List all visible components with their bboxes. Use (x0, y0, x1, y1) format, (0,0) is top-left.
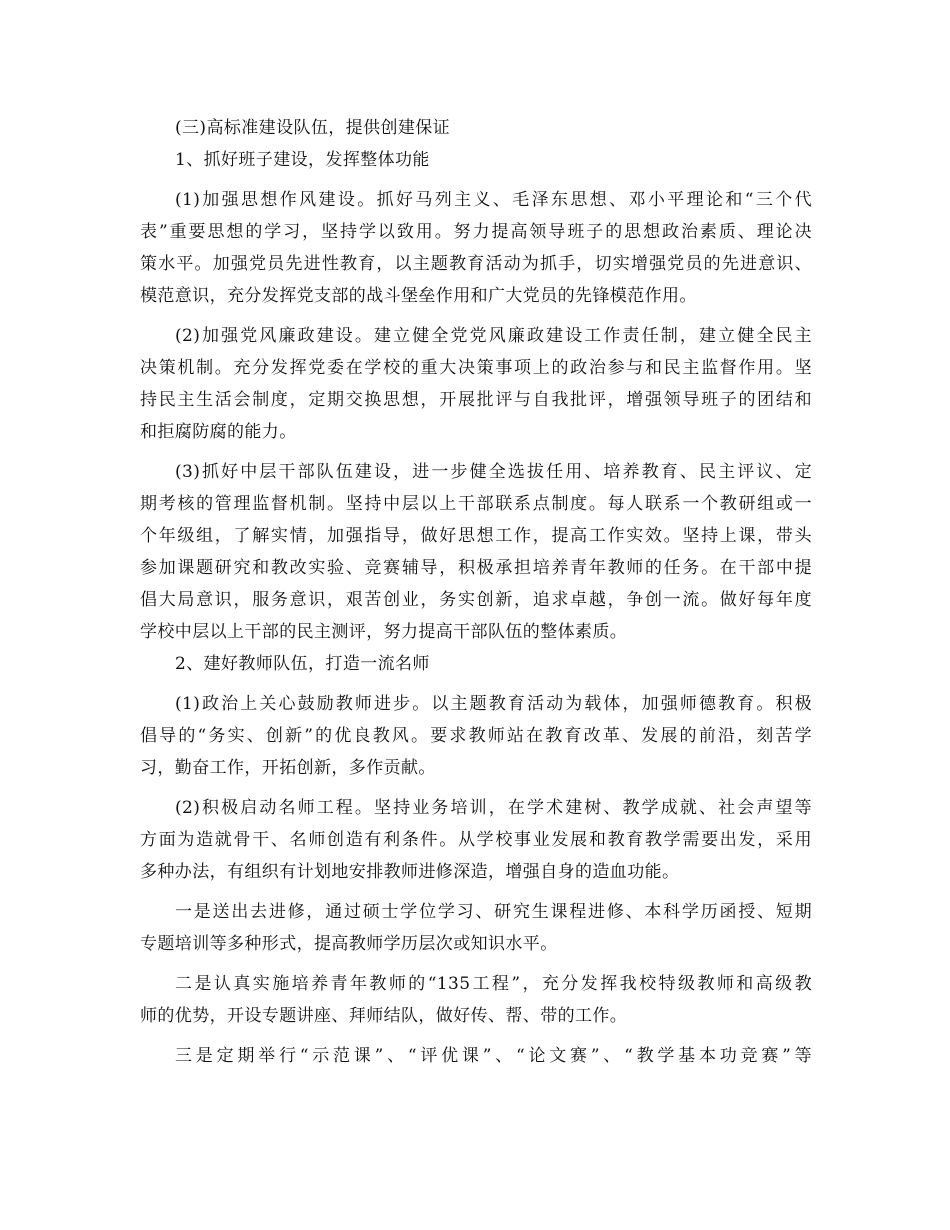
paragraph-line: 倡大局意识，服务意识，艰苦创业，务实创新，追求卓越，争创一流。做好每年度 (140, 590, 812, 610)
paragraph-line: 专题培训等多种形式，提高教师学历层次或知识水平。 (140, 934, 558, 954)
section-heading: (三)高标准建设队伍，提供创建保证 (175, 118, 451, 138)
paragraph-line: 个年级组，了解实情，加强指导，做好思想工作，提高工作实效。坚持上课，带头 (140, 526, 812, 546)
paragraph-line: (1)政治上关心鼓励教师进步。以主题教育活动为载体，加强师德教育。积极 (175, 694, 812, 714)
paragraph-line: (1)加强思想作风建设。抓好马列主义、毛泽东思想、邓小平理论和“三个代 (175, 190, 812, 210)
paragraph-line: 二是认真实施培养青年教师的“135工程”，充分发挥我校特级教师和高级教 (175, 974, 812, 994)
paragraph-line: 三是定期举行“示范课”、“评优课”、“论文赛”、“教学基本功竞赛”等 (175, 1046, 812, 1066)
subheading-1: 1、抓好班子建设，发挥整体功能 (175, 150, 430, 170)
paragraph-line: (3)抓好中层干部队伍建设，进一步健全选拔任用、培养教育、民主评议、定 (175, 462, 812, 482)
paragraph-line: (2)积极启动名师工程。坚持业务培训，在学术建树、教学成就、社会声望等 (175, 798, 812, 818)
paragraph-line: 表”重要思想的学习，坚持学以致用。努力提高领导班子的思想政治素质、理论决 (140, 222, 812, 242)
paragraph-line: 决策机制。充分发挥党委在学校的重大决策事项上的政治参与和民主监督作用。坚 (140, 358, 812, 378)
paragraph-line: 倡导的“务实、创新”的优良教风。要求教师站在教育改革、发展的前沿，刻苦学 (140, 726, 812, 746)
paragraph-line: 和拒腐防腐的能力。 (140, 422, 297, 442)
document-page (140, 112, 812, 1072)
paragraph-line: 学校中层以上干部的民主测评，努力提高干部队伍的整体素质。 (140, 622, 628, 642)
paragraph-line: 师的优势，开设专题讲座、拜师结队，做好传、帮、带的工作。 (140, 1006, 628, 1026)
paragraph-line: 策水平。加强党员先进性教育，以主题教育活动为抓手，切实增强党员的先进意识、 (140, 254, 812, 274)
paragraph-line: 习，勤奋工作，开拓创新，多作贡献。 (140, 758, 436, 778)
paragraph-line: 一是送出去进修，通过硕士学位学习、研究生课程进修、本科学历函授、短期 (175, 902, 812, 922)
paragraph-line: 方面为造就骨干、名师创造有利条件。从学校事业发展和教育教学需要出发，采用 (140, 830, 812, 850)
paragraph-line: 期考核的管理监督机制。坚持中层以上干部联系点制度。每人联系一个教研组或一 (140, 494, 812, 514)
subheading-2: 2、建好教师队伍，打造一流名师 (175, 654, 430, 674)
paragraph-line: (2)加强党风廉政建设。建立健全党党风廉政建设工作责任制，建立健全民主 (175, 326, 812, 346)
paragraph-line: 参加课题研究和教改实验、竞赛辅导，积极承担培养青年教师的任务。在干部中提 (140, 558, 812, 578)
paragraph-line: 多种办法，有组织有计划地安排教师进修深造，增强自身的造血功能。 (140, 862, 680, 882)
paragraph-line: 持民主生活会制度，定期交换思想，开展批评与自我批评，增强领导班子的团结和 (140, 390, 812, 410)
paragraph-line: 模范意识，充分发挥党支部的战斗堡垒作用和广大党员的先锋模范作用。 (140, 286, 697, 306)
